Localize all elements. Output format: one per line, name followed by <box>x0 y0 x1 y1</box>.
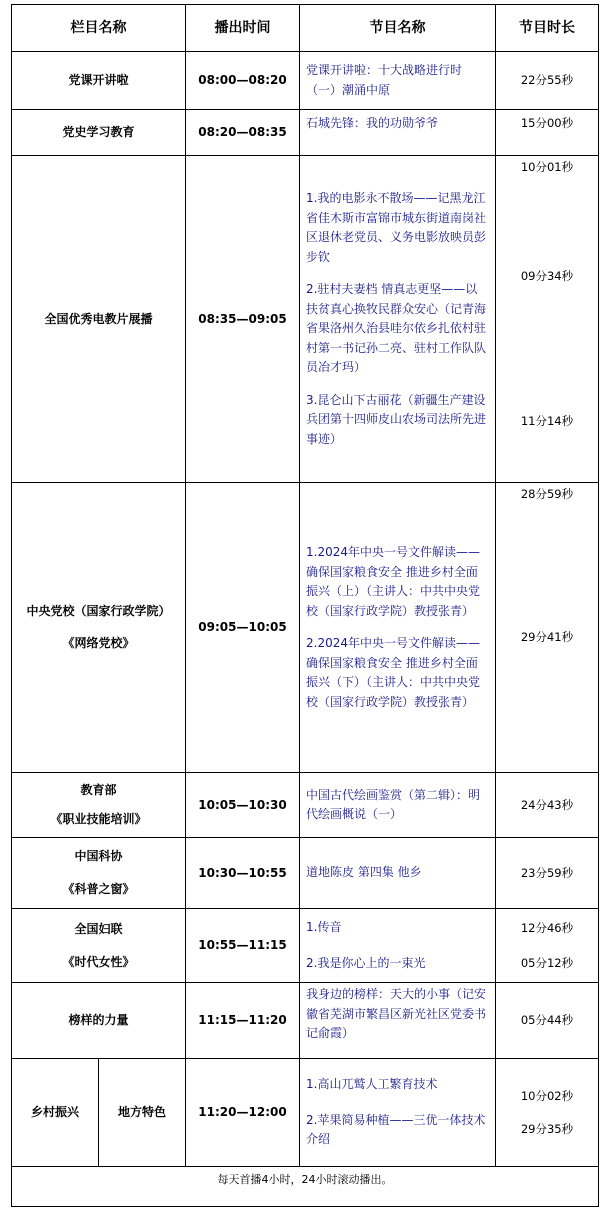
duration: 05分12秒 <box>520 955 574 970</box>
broadcast-time: 10:55—11:15 <box>186 909 300 983</box>
program-name: 1.传音 <box>306 920 342 934</box>
program-name: 2.我是你心上的一束光 <box>306 955 426 970</box>
table-row <box>12 1059 599 1167</box>
broadcast-time: 10:05—10:30 <box>186 773 300 838</box>
column-subname: 《职业技能培训》 <box>50 812 147 826</box>
schedule-table <box>11 4 599 1207</box>
footer-note: 每天首播4小时，24小时滚动播出。 <box>12 1167 599 1207</box>
column-name: 党史学习教育 <box>12 110 186 156</box>
duration: 23分59秒 <box>496 838 599 909</box>
column-name-cell <box>12 773 186 838</box>
program-list <box>300 909 496 983</box>
program-name: 1.2024年中央一号文件解读——确保国家粮食安全 推进乡村全面振兴（上）（主讲人：中共中央党校（国家行政学院）教授张青） <box>306 545 481 618</box>
table-row <box>12 156 599 483</box>
table-row <box>12 110 599 156</box>
program-name: 2.2024年中央一号文件解读——确保国家粮食安全 推进乡村全面振兴（下）（主讲人：中共中央党校（国家行政学院）教授张青） <box>306 636 481 709</box>
duration: 29分35秒 <box>520 1121 574 1136</box>
program-name: 1.我的电影永不散场——记黑龙江省佳木斯市富锦市城东街道南岗社区退休老党员、义务电影放映员彭步钦 <box>306 191 487 264</box>
table-row <box>12 483 599 773</box>
duration-list <box>496 156 599 483</box>
program-name: 我身边的榜样：天大的小事（记安徽省芜湖市繁昌区新光社区党委书记俞霞） <box>300 983 496 1059</box>
table-row <box>12 773 599 838</box>
duration: 15分00秒 <box>496 110 599 156</box>
duration: 22分55秒 <box>496 52 599 110</box>
program-name: 2.驻村夫妻档 情真志更坚——以扶贫真心换牧民群众安心（记青海省果洛州久治县哇尔依乡扎依村驻村第一书记孙二亮、驻村工作队队员冶才玛） <box>306 282 487 374</box>
column-name: 全国妇联 <box>74 921 123 936</box>
broadcast-time: 09:05—10:05 <box>186 483 300 773</box>
duration: 24分43秒 <box>496 773 599 838</box>
duration-list <box>496 1059 599 1167</box>
duration: 10分02秒 <box>520 1088 574 1103</box>
footer-row <box>12 1167 599 1207</box>
column-name-cell <box>12 483 186 773</box>
broadcast-time: 08:20—08:35 <box>186 110 300 156</box>
program-name: 党课开讲啦：十大战略进行时（一）潮涌中原 <box>300 52 496 110</box>
column-name: 教育部 <box>80 783 117 797</box>
column-subname: 《时代女性》 <box>62 954 135 969</box>
duration: 29分41秒 <box>520 630 574 644</box>
duration: 12分46秒 <box>520 920 574 935</box>
broadcast-time: 10:30—10:55 <box>186 838 300 909</box>
duration: 05分44秒 <box>496 983 599 1059</box>
column-name: 中国科协 <box>74 849 123 863</box>
program-list <box>300 156 496 483</box>
program-name: 3.昆仑山下古丽花（新疆生产建设兵团第十四师皮山农场司法所先进事迹） <box>306 392 487 446</box>
program-list <box>300 483 496 773</box>
program-name: 2.苹果简易种植——三优一体技术介绍 <box>306 1112 486 1147</box>
column-name: 党课开讲啦 <box>12 52 186 110</box>
header-row <box>12 5 599 52</box>
column-subname: 《网络党校》 <box>62 636 135 650</box>
broadcast-time: 08:35—09:05 <box>186 156 300 483</box>
header-duration: 节目时长 <box>496 5 599 52</box>
column-name-cell <box>12 909 186 983</box>
column-name: 乡村振兴 <box>12 1059 99 1167</box>
table-row <box>12 52 599 110</box>
broadcast-time: 11:15—11:20 <box>186 983 300 1059</box>
duration-list <box>496 483 599 773</box>
program-list <box>300 1059 496 1167</box>
broadcast-time: 11:20—12:00 <box>186 1059 300 1167</box>
broadcast-time: 08:00—08:20 <box>186 52 300 110</box>
column-subname: 地方特色 <box>99 1059 186 1167</box>
column-name: 榜样的力量 <box>12 983 186 1059</box>
duration: 28分59秒 <box>520 487 574 501</box>
program-name: 石城先锋：我的功勋爷爷 <box>300 110 496 156</box>
program-name: 1.高山兀鹫人工繁育技术 <box>306 1077 438 1092</box>
column-name: 全国优秀电教片展播 <box>12 156 186 483</box>
header-broadcast-time: 播出时间 <box>186 5 300 52</box>
table-row <box>12 838 599 909</box>
header-column-name: 栏目名称 <box>12 5 186 52</box>
duration: 11分14秒 <box>520 414 574 428</box>
table-row <box>12 983 599 1059</box>
header-program-name: 节目名称 <box>300 5 496 52</box>
duration: 09分34秒 <box>520 269 574 283</box>
table-row <box>12 909 599 983</box>
program-name: 中国古代绘画鉴赏（第二辑）：明代绘画概说（一） <box>300 773 496 838</box>
duration-list <box>496 909 599 983</box>
column-name: 中央党校（国家行政学院） <box>26 604 171 618</box>
program-name: 道地陈皮 第四集 他乡 <box>300 838 496 909</box>
column-subname: 《科普之窗》 <box>62 882 135 896</box>
duration: 10分01秒 <box>520 160 574 174</box>
column-name-cell <box>12 838 186 909</box>
